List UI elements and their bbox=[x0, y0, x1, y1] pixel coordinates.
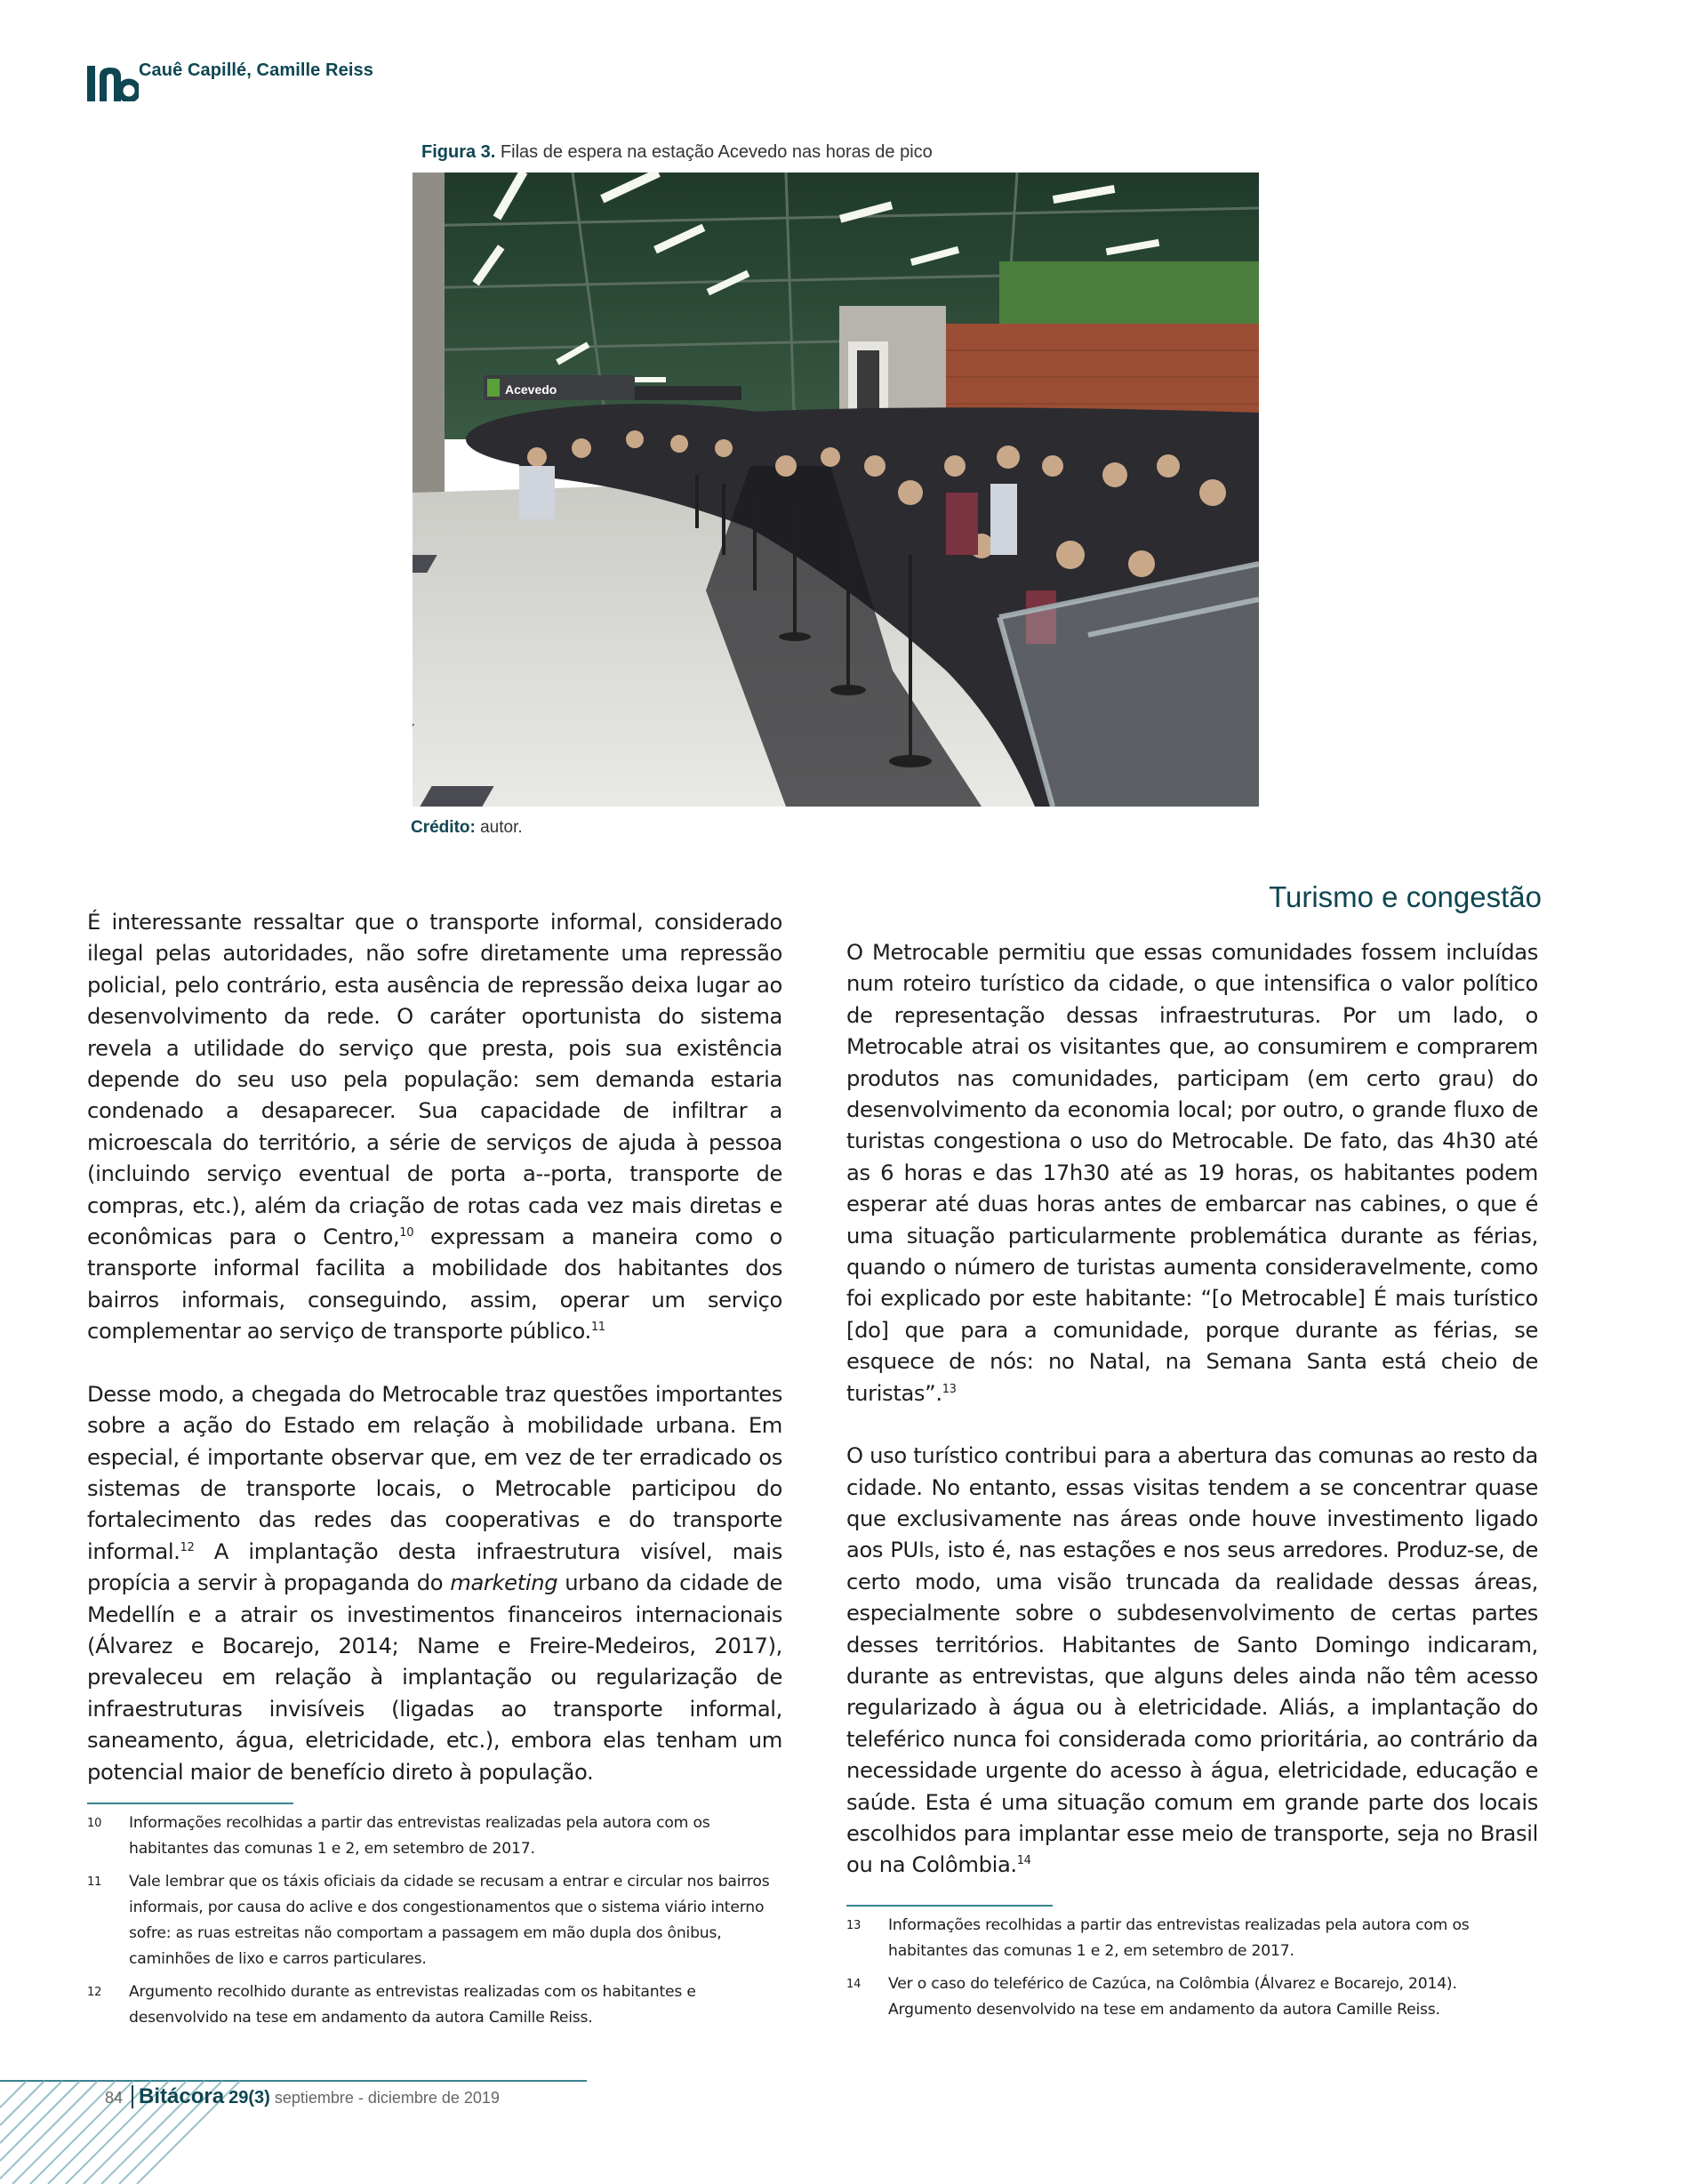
text-run: Desse modo, a chegada do Metrocable traz questões importantes sobre a ação do Estado em relação à mobilidade urbana. Em especial, é importante observar que, em vez de ter erradicado os sistemas de transporte locais, o Metrocable participou do fortalecimento das redes das cooperativas e do transporte informal. bbox=[87, 1381, 782, 1564]
footnote-number: 11 bbox=[87, 1875, 102, 1889]
left-paragraph-2 bbox=[87, 1379, 782, 1788]
footnote-ref: 13 bbox=[942, 1382, 957, 1396]
left-paragraph-1 bbox=[87, 907, 782, 1348]
footnote-text: Argumento recolhido durante as entrevistas realizadas com os habitantes e desenvolvido na tese em andamento da autora Camille Reiss. bbox=[129, 1983, 696, 2027]
text-run: expressam a maneira como o transporte informal facilita a mobilidade dos habitantes dos bairros informais, conseguindo, assim, operar um serviço complementar ao serviço de transporte público. bbox=[87, 1224, 782, 1345]
footnote-text: Informações recolhidas a partir das entrevistas realizadas pela autora com os habitantes das comunas 1 e 2, em setembro de 2017. bbox=[888, 1916, 1470, 1960]
text-run: O Metrocable permitiu que essas comunidades fossem incluídas num roteiro turístico da cidade, o que intensifica o valor político de representação dessas infraestruturas. Por um lado, o Metrocable atrai os visitantes que, ao consumirem e comprarem produtos nas comunidades, participam (em certo grau) do desenvolvimento da economia local; por outro, o grande fluxo de turistas congestiona o uso do Metrocable. De fato, das 4h30 até as 6 horas e das 17h30 até as 19 horas, os habitantes podem esperar até duas horas antes de embarcar nas cabines, o que é uma situação particularmente problemática durante as férias, quando o número de turistas aumenta consideravelmente, como foi explicado por este habitante: “[o Metrocable] É mais turístico [do] que para a comunidade, porque durante as férias, se esquece de nós: no Natal, na Semana Santa está cheio de turistas”. bbox=[846, 940, 1538, 1406]
footnote-text: Informações recolhidas a partir das entrevistas realizadas pela autora com os habitantes das comunas 1 e 2, em setembro de 2017. bbox=[129, 1814, 710, 1858]
footnote-number: 13 bbox=[846, 1919, 862, 1932]
text-run: É interessante ressaltar que o transporte informal, considerado ilegal pelas autoridades, não sofre diretamente uma repressão policial, pelo contrário, esta ausência de repressão deixa lugar ao desenvolvimento da rede. O caráter oportunista do sistema revela a utilidade do serviço que presta, pois sua existência depende do seu uso pela população: sem demanda estaria condenado a desaparecer. Sua capacidade de infiltrar a microescala do território, a série de serviços de ajuda à pessoa (incluindo serviço eventual de porta a--porta, transporte de compras, etc.), além da criação de rotas cada vez mais diretas e econômicas para o Centro, bbox=[87, 910, 782, 1250]
station-sign-text: Acevedo bbox=[505, 382, 557, 397]
right-paragraph-2 bbox=[846, 1441, 1538, 1882]
journal-name: Bitácora bbox=[139, 2084, 225, 2108]
footnote-ref: 12 bbox=[180, 1540, 195, 1554]
credit-value: autor. bbox=[480, 818, 523, 837]
journal-period: septiembre - diciembre de 2019 bbox=[274, 2089, 500, 2107]
credit-label: Crédito: bbox=[411, 818, 476, 837]
figure-caption bbox=[421, 142, 933, 163]
footer-separator bbox=[132, 2085, 133, 2108]
emphasis-text: marketing bbox=[450, 1570, 558, 1596]
journal-logo-icon bbox=[87, 60, 139, 101]
page-number: 84 bbox=[105, 2089, 124, 2107]
footnote-ref: 10 bbox=[399, 1226, 414, 1241]
footnote-number: 14 bbox=[846, 1978, 862, 1991]
footnotes-left bbox=[87, 1811, 781, 2038]
journal-volume: 29 bbox=[228, 2088, 249, 2108]
figure-label: Figura 3. bbox=[421, 142, 496, 162]
figure-caption-text: Filas de espera na estação Acevedo nas horas de pico bbox=[500, 142, 933, 162]
running-header-authors: Cauê Capillé, Camille Reiss bbox=[139, 60, 373, 80]
footnote-12 bbox=[87, 1979, 781, 2031]
left-column bbox=[87, 907, 782, 1788]
section-heading: Turismo e congestão bbox=[1269, 880, 1542, 913]
text-run: , isto é, nas estações e nos seus arredores. Produz-se, de certo modo, uma visão truncada da realidade dessas áreas, especialmente sobre o subdesenvolvimento de certas partes desses territórios. Habitantes de Santo Domingo indicaram, durante as entrevistas, que alguns deles ainda não têm acesso regularizado à água ou à eletricidade. Aliás, a implantação do teleférico nunca foi considerada como prioritária, ao contrário da necessidade urgente do acesso à água, eletricidade, educação e saúde. Esta é uma situação comum em grande parte dos locais escolhidos para implantar esse meio de transporte, seja no Brasil ou na Colômbia. bbox=[846, 1538, 1538, 1878]
acronym-text: PUIs bbox=[890, 1538, 934, 1563]
footnote-13 bbox=[846, 1913, 1538, 1964]
figure-credit bbox=[411, 818, 523, 838]
footnote-rule-right bbox=[846, 1905, 1053, 1907]
footnote-10 bbox=[87, 1811, 781, 1862]
footnote-text: Vale lembrar que os táxis oficiais da cidade se recusam a entrar e circular nos bairros informais, por causa do aclive e dos congestionamentos que o sistema viário interno sofre: as ruas estreitas não comportam a passagem em mão dupla dos ônibus, caminhões de lixo e carros particulares. bbox=[129, 1873, 770, 1968]
figure-photo bbox=[413, 173, 1259, 807]
footnote-number: 12 bbox=[87, 1986, 102, 1999]
footnote-ref: 11 bbox=[590, 1321, 605, 1335]
footnote-ref: 14 bbox=[1016, 1854, 1031, 1868]
footnote-11 bbox=[87, 1869, 781, 1972]
page-footer bbox=[105, 2084, 500, 2109]
footnote-rule-left bbox=[87, 1803, 293, 1804]
text-run: urbano da cidade de Medellín e a atrair os investimentos financeiros internacionais (Álvarez e Bocarejo, 2014; Name e Freire-Medeiros, 2017), prevaleceu em relação à implantação ou regularização de infraestruturas invisíveis (ligadas ao transporte informal, saneamento, água, eletricidade, etc.), embora elas tenham um potencial maior de benefício direto à população. bbox=[87, 1570, 782, 1785]
right-paragraph-1 bbox=[846, 937, 1538, 1409]
right-column bbox=[846, 937, 1538, 1882]
footnote-number: 10 bbox=[87, 1817, 102, 1830]
footnote-text: Ver o caso do teleférico de Cazúca, na Colômbia (Álvarez e Bocarejo, 2014). Argumento desenvolvido na tese em andamento da autora Camille Reiss. bbox=[888, 1975, 1457, 2019]
footnotes-right bbox=[846, 1913, 1538, 2030]
text-run: A implantação desta infraestrutura visível, mais propícia a servir à propaganda do bbox=[87, 1538, 782, 1596]
text-run: O uso turístico contribui para a abertura das comunas ao resto da cidade. No entanto, essas visitas tendem a se concentrar quase que exclusivamente nas áreas onde houve investimento ligado aos bbox=[846, 1443, 1538, 1563]
journal-issue: (3) bbox=[248, 2088, 270, 2108]
footnote-14 bbox=[846, 1971, 1538, 2023]
